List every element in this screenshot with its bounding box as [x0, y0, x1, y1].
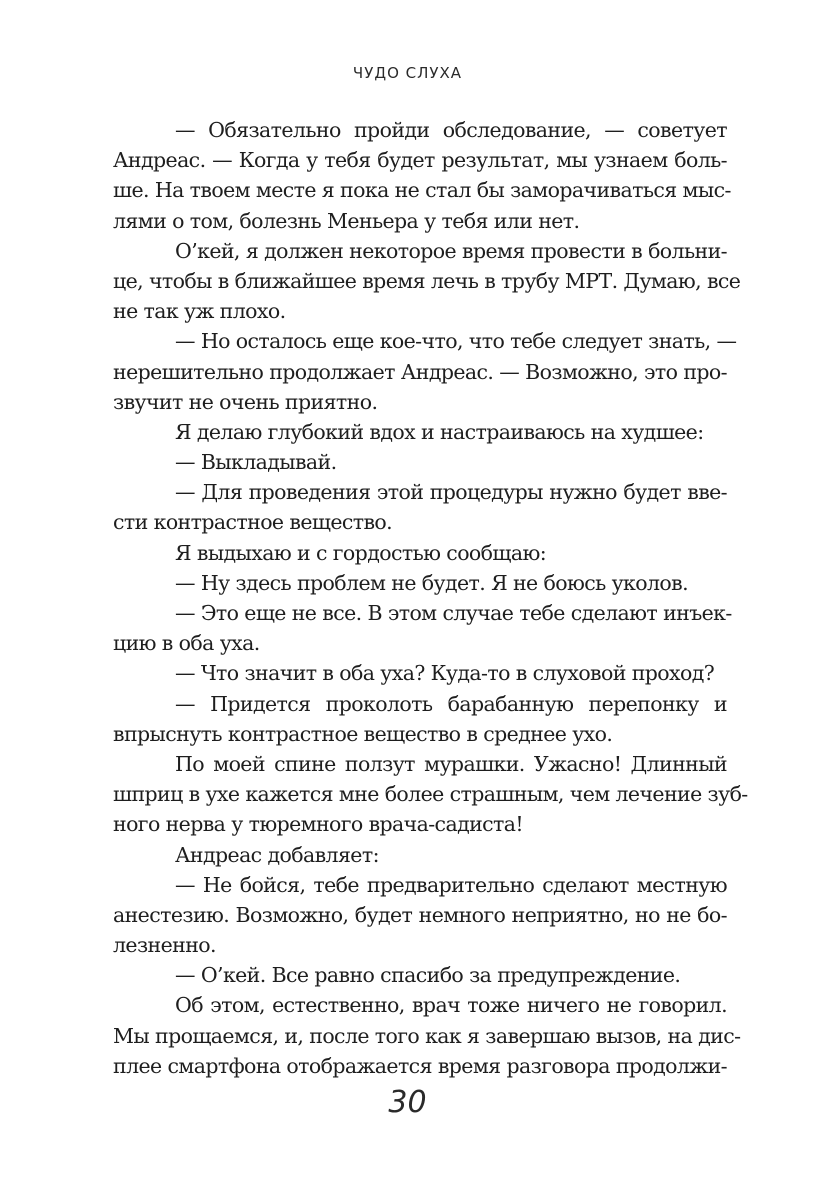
- text-line: О’кей, я должен некоторое время провести в больни-: [175, 238, 727, 263]
- text-line: лезненно.: [113, 933, 216, 958]
- text-line: Мы прощаемся, и, после того как я завершаю вызов, на дис-: [113, 1023, 741, 1048]
- text-line: — Это еще не все. В этом случае тебе сделают инъек-: [175, 601, 732, 625]
- body-text: [113, 115, 748, 1081]
- running-head: ЧУДО СЛУХА: [352, 64, 463, 82]
- text-line: анестезию. Возможно, будет немного неприятно, но не бо-: [113, 902, 727, 927]
- text-line: не так уж плохо.: [113, 299, 286, 324]
- text-line: — Обязательно пройди обследование, — советует: [175, 118, 727, 142]
- text-line: — Что значит в оба уха? Куда-то в слуховой проход?: [175, 661, 715, 686]
- text-line: ного нерва у тюремного врача-садиста!: [113, 812, 524, 837]
- page-number: 30: [388, 1085, 427, 1120]
- text-line: — Ну здесь проблем не будет. Я не боюсь уколов.: [175, 570, 689, 595]
- text-line: цию в оба уха.: [113, 631, 260, 656]
- text-line: впрыснуть контрастное вещество в среднее ухо.: [113, 721, 613, 746]
- text-line: Об этом, естественно, врач тоже ничего не говорил.: [175, 993, 727, 1018]
- text-line: плее смартфона отображается время разговора продолжи-: [113, 1053, 727, 1078]
- text-line: це, чтобы в ближайшее время лечь в трубу МРТ. Думаю, все: [113, 268, 741, 293]
- text-line: — Но осталось еще кое-что, что тебе следует знать, —: [175, 329, 737, 354]
- text-line: Я делаю глубокий вдох и настраиваюсь на худшее:: [175, 419, 704, 444]
- text-line: ше. На твоем месте я пока не стал бы заморачиваться мыс-: [113, 178, 731, 203]
- text-line: — Не бойся, тебе предварительно сделают местную: [175, 872, 727, 897]
- text-line: Андреас добавляет:: [175, 842, 379, 867]
- text-line: По моей спине ползут мурашки. Ужасно! Длинный: [175, 751, 727, 776]
- text-line: Андреас. — Когда у тебя будет результат, мы узнаем боль-: [113, 148, 727, 173]
- text-line: звучит не очень приятно.: [113, 389, 378, 414]
- text-line: лями о том, болезнь Меньера у тебя или нет.: [113, 208, 580, 233]
- text-line: шприц в ухе кажется мне более страшным, чем лечение зуб-: [113, 782, 748, 807]
- text-line: Я выдыхаю и с гордостью сообщаю:: [175, 540, 547, 565]
- text-line: — Придется проколоть барабанную перепонку и: [175, 691, 727, 716]
- text-line: сти контрастное вещество.: [113, 510, 393, 535]
- text-line: — О’кей. Все равно спасибо за предупреждение.: [175, 963, 681, 988]
- text-line: — Выкладывай.: [175, 450, 337, 475]
- text-line: нерешительно продолжает Андреас. — Возможно, это про-: [113, 359, 727, 384]
- text-line: — Для проведения этой процедуры нужно будет вве-: [175, 480, 727, 505]
